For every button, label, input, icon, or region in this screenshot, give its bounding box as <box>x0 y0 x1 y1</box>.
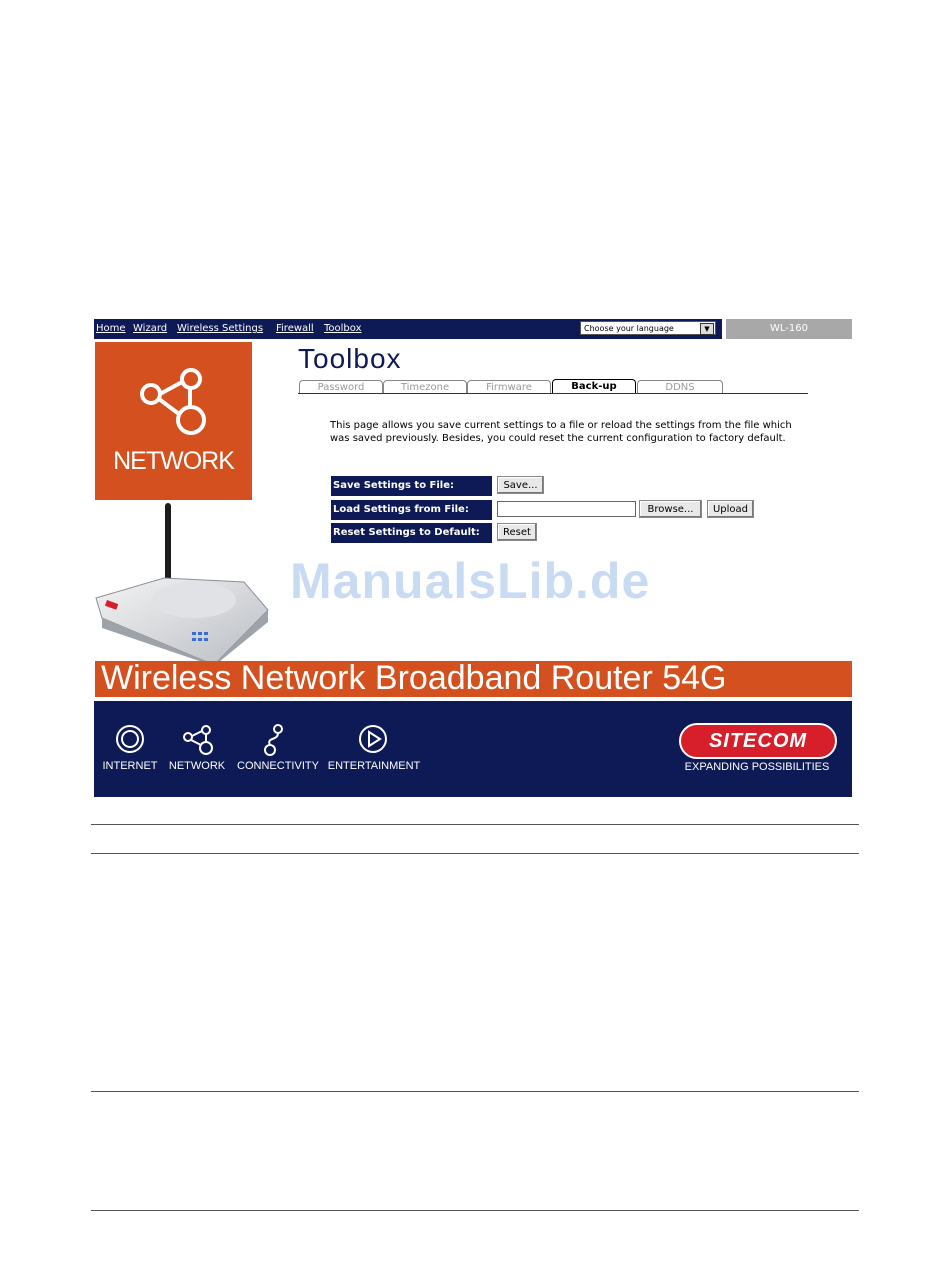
model-label: WL-160 <box>726 319 852 339</box>
document-rule <box>91 853 859 854</box>
reset-button[interactable]: Reset <box>497 523 537 541</box>
language-select-value: Choose your language <box>584 324 674 333</box>
document-rule <box>91 824 859 825</box>
sitecom-tagline: EXPANDING POSSIBILITIES <box>684 761 830 773</box>
nav-link-home[interactable]: Home <box>96 323 126 334</box>
page-title: Toolbox <box>298 343 402 374</box>
tabs-divider <box>298 393 808 394</box>
save-settings-label: Save Settings to File: <box>331 476 492 496</box>
product-banner <box>95 661 852 697</box>
router-image <box>94 500 270 666</box>
footer-bar <box>94 701 852 797</box>
document-rule <box>91 1091 859 1092</box>
tab-firmware[interactable]: Firmware <box>467 380 551 394</box>
footer-label-connectivity: CONNECTIVITY <box>237 760 319 772</box>
connectivity-icon <box>262 723 288 757</box>
upload-button[interactable]: Upload <box>707 500 754 518</box>
top-nav-bar <box>94 319 722 339</box>
nav-link-toolbox[interactable]: Toolbox <box>324 323 362 334</box>
tab-ddns[interactable]: DDNS <box>637 380 723 394</box>
tab-password[interactable]: Password <box>299 380 383 394</box>
internet-icon <box>115 724 145 754</box>
footer-label-network: NETWORK <box>168 760 226 772</box>
nav-link-wizard[interactable]: Wizard <box>133 323 168 334</box>
sitecom-logo-text: SITECOM <box>708 730 808 752</box>
nav-link-firewall[interactable]: Firewall <box>276 323 314 334</box>
footer-label-entertainment: ENTERTAINMENT <box>327 760 421 772</box>
tab-back-up[interactable]: Back-up <box>552 379 636 394</box>
language-select[interactable] <box>580 321 716 335</box>
browse-button[interactable]: Browse... <box>639 500 702 518</box>
network-icon <box>133 364 213 436</box>
dropdown-arrow-icon[interactable]: ▼ <box>700 323 714 335</box>
network-small-icon <box>181 724 217 756</box>
footer-label-internet: INTERNET <box>102 760 158 772</box>
save-button[interactable]: Save... <box>497 476 544 494</box>
network-tile <box>95 342 252 500</box>
entertainment-icon <box>358 724 388 754</box>
file-path-input[interactable] <box>497 501 636 517</box>
load-settings-label: Load Settings from File: <box>331 500 492 520</box>
nav-link-wireless-settings[interactable]: Wireless Settings <box>177 323 264 334</box>
document-rule <box>91 1210 859 1211</box>
product-banner-text: Wireless Network Broadband Router 54G <box>101 659 727 697</box>
reset-settings-label: Reset Settings to Default: <box>331 523 492 543</box>
watermark-text: ManualsLib.de <box>290 553 651 609</box>
tab-timezone[interactable]: Timezone <box>383 380 467 394</box>
page-description: This page allows you save current settings to a file or reload the settings from the file which was saved previously. Besides, you could reset the current configuration to factory default. <box>330 420 792 444</box>
network-tile-label: NETWORK <box>113 447 234 475</box>
